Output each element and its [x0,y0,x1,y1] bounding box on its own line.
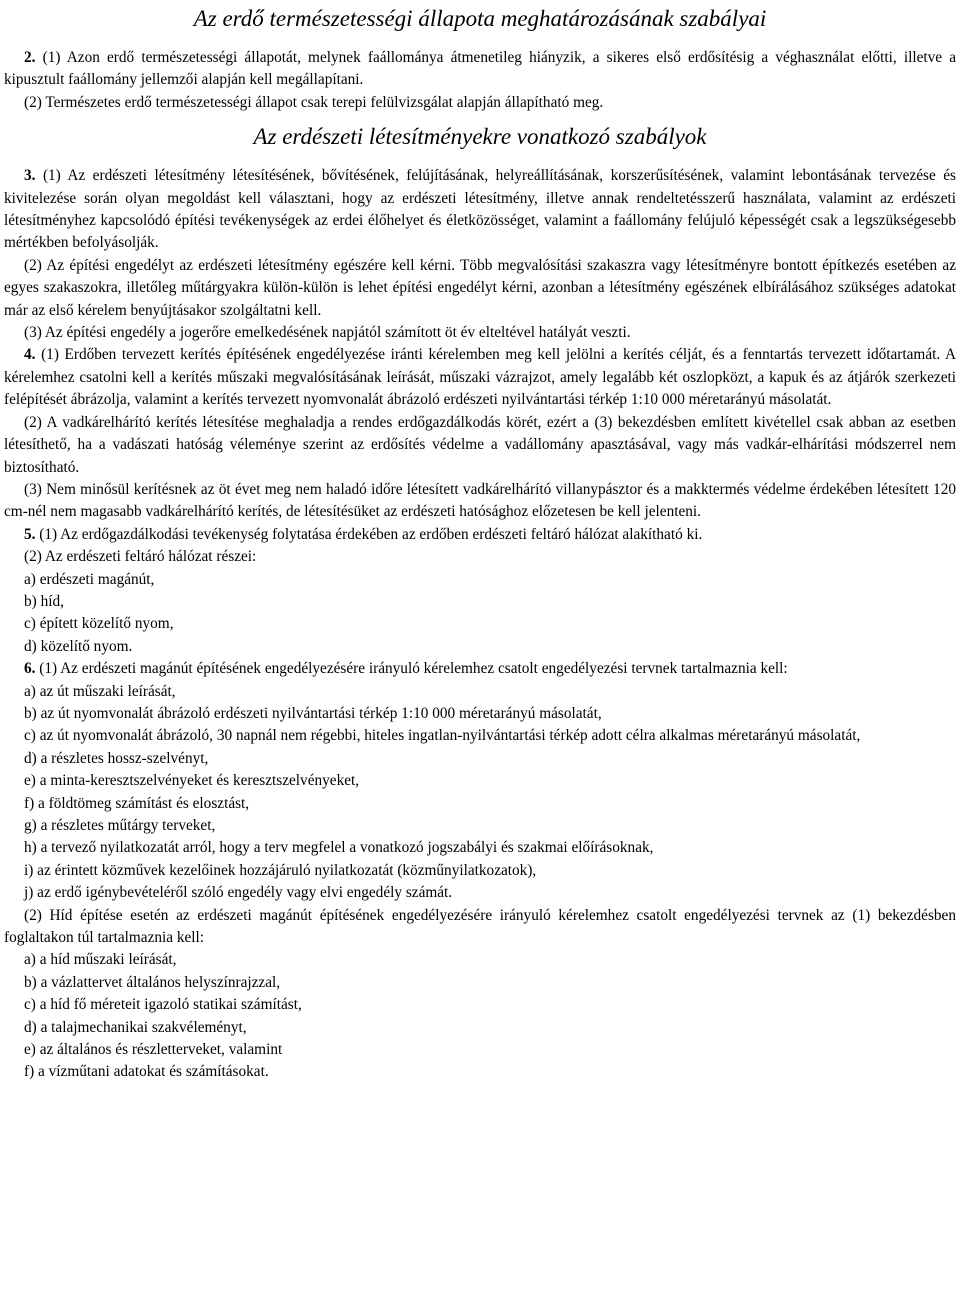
section-4-number: 4. [24,346,36,364]
section-6-paragraph-1: 6. (1) Az erdészeti magánút építésének engedélyezésére irányuló kérelemhez csatolt engedélyezési tervnek tartalmaznia kell: [24,660,788,678]
section-5-paragraph-1: 5. (1) Az erdőgazdálkodási tevékenység folytatása érdekében az erdőben erdészeti feltáró hálózat alakítható ki. [24,525,703,543]
list-item: d) a talajmechanikai szakvéleményt, [24,1018,247,1036]
list-item: a) az út műszaki leírását, [24,682,176,700]
section-3-number: 3. [24,167,36,185]
list-item: d) a részletes hossz-szelvényt, [24,749,209,767]
list-item: h) a tervező nyilatkozatát arról, hogy a terv megfelel a vonatkozó jogszabályi és szakmai előírásoknak, [24,839,654,857]
section-3-paragraph-3: (3) Az építési engedély a jogerőre emelkedésének napjától számított öt év elteltével hatályát veszti. [24,324,631,342]
section-6-number: 6. [24,660,36,678]
list-item: g) a részletes műtárgy terveket, [24,817,216,834]
list-item: a) a híd műszaki leírását, [24,951,177,969]
list-item: c) az út nyomvonalát ábrázoló, 30 napnál nem régebbi, hiteles ingatlan-nyilvántartási térkép adott célra alkalmas méretarányú másolatát, [24,727,861,745]
list-item: i) az érintett közművek kezelőinek hozzájáruló nyilatkozatát (közműnyilatkozatok), [24,861,537,879]
section-4-paragraph-3: (3) Nem minősül kerítésnek az öt évet meg nem haladó időre létesített vadkárelhárító villanypásztor és a makktermés védelme érdekében létesített 120 cm-nél nem magasabb vadkárelhárító kerítés, de létesítésüket az erdészeti hatósághoz előzetesen be kell jelenteni. [4,480,956,521]
document-page [4,0,956,1084]
list-item: b) a vázlattervet általános helyszínrajzzal, [24,973,281,991]
section-3-paragraph-1: 3. (1) Az erdészeti létesítmény létesítésének, bővítésének, felújításának, helyreállításának, korszerűsítésének, valamint lebontásának tervezése és kivitelezése során olyan megoldást kell választani, hogy az erdészeti létesítmény, illetve annak rendeltetésszerű használata, valamint az erdészeti létesítményhez kapcsolódó építési tevékenységek az erdei élőhelyet és életközösséget, valamint a faállomány felújuló képességét csak a legszükségesebb mértékben befolyásolják. [4,167,956,252]
section-6-paragraph-2: (2) Híd építése esetén az erdészeti magánút építésének engedélyezésére irányuló kérelemhez csatolt engedélyezési tervnek az (1) bekezdésben foglaltakon túl tartalmaznia kell: [4,906,956,947]
section-2-paragraph-1: 2. (1) Azon erdő természetességi állapotát, melynek faállománya átmenetileg hiányzik, a sikeres első erdősítésig a véghasználat előtti, illetve a kipusztult faállomány jellemzői alapján kell megállapítani. [4,49,956,89]
list-item: f) a földtömeg számítást és elosztást, [24,794,250,812]
list-item: d) közelítő nyom. [24,637,133,655]
section-4-paragraph-1: 4. (1) Erdőben tervezett kerítés építésének engedélyezése iránti kérelemben meg kell jelölni a kerítés célját, és a fenntartás tervezett időtartamát. A kérelemhez csatolni kell a kerítés műszaki megvalósításának leírását, műszaki vázrajzot, amely legalább két oszlopközt, a kapuk és az átjárók szerkezeti felépítését ábrázolja, valamint a kerítés tervezett nyomvonalát ábrázoló erdészeti nyilvántartási térkép 1:10 000 méretarányú másolatát. [4,346,956,409]
document-title: Az erdő természetességi állapota meghatározásának szabályai [193,6,767,31]
list-item: e) a minta-keresztszelvényeket és keresztszelvényeket, [24,772,360,790]
section-heading: Az erdészeti létesítményekre vonatkozó szabályok [253,124,707,150]
list-item: c) a híd fő méreteit igazoló statikai számítást, [24,996,302,1014]
section-5-number: 5. [24,525,36,543]
list-item: c) épített közelítő nyom, [24,615,174,633]
list-item: e) az általános és részletterveket, valamint [24,1041,283,1059]
list-item: f) a vízműtani adatokat és számításokat. [24,1063,269,1081]
section-2-paragraph-2: (2) Természetes erdő természetességi állapot csak terepi felülvizsgálat alapján állapítható meg. [24,93,604,111]
list-item: j) az erdő igénybevételéről szóló engedély vagy elvi engedély számát. [24,884,453,902]
section-5-paragraph-2: (2) Az erdészeti feltáró hálózat részei: [24,548,257,566]
list-item: b) híd, [24,592,64,610]
section-3-paragraph-2: (2) Az építési engedélyt az erdészeti létesítmény egészére kell kérni. Több megvalósítási szakaszra vagy létesítményre bontott építkezés esetében az egyes szakaszokra, illetőleg műtárgyakra külön-külön is lehet építési engedélyt kérni, azonban a létesítmény egészének elbírálásához szükséges adatokat már az első kérelem benyújtásakor szolgáltatni kell. [4,256,956,319]
list-item: a) erdészeti magánút, [24,570,155,588]
section-2-number: 2. [24,49,36,66]
section-4-paragraph-2: (2) A vadkárelhárító kerítés létesítése meghaladja a rendes erdőgazdálkodás körét, ezért a (3) bekezdésben említett kivétellel csak abban az esetben létesíthető, ha a vadászati hatóság véleménye szerint az erdősítés védelme a vadállomány apasztásával, vagy más vadkár-elhárítási módszerrel nem biztosítható. [4,413,956,476]
list-item: b) az út nyomvonalát ábrázoló erdészeti nyilvántartási térkép 1:10 000 méretarányú másolatát, [24,704,602,722]
